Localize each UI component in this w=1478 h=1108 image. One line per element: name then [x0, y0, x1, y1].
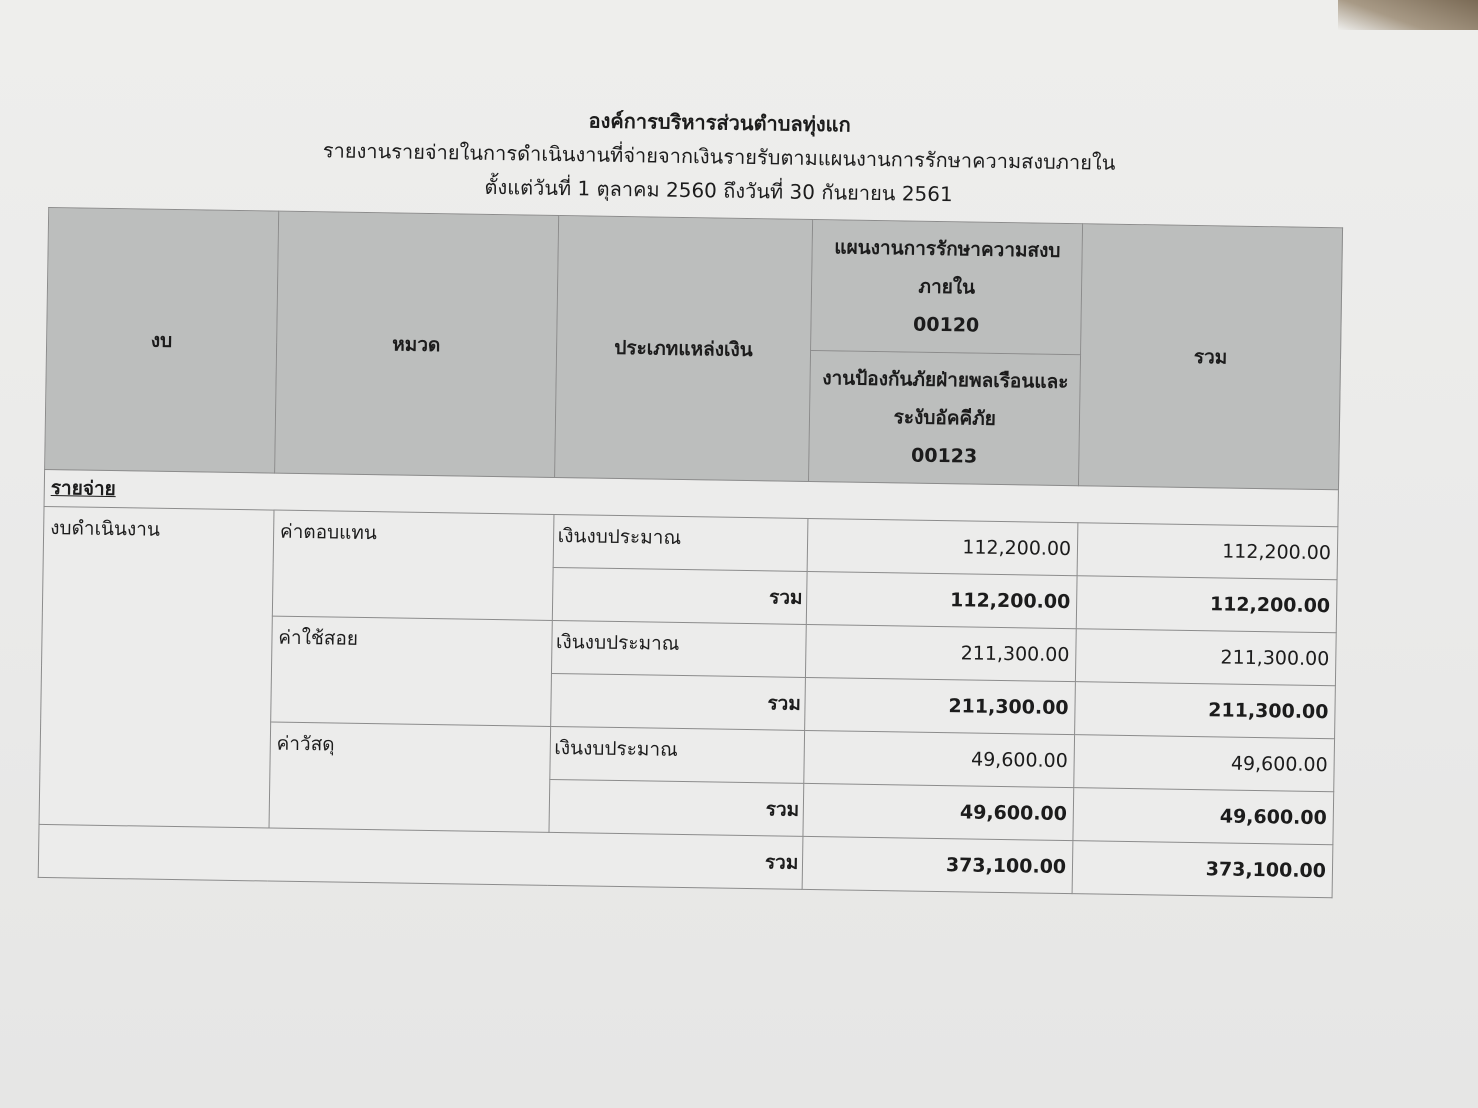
- source-cell: เงินงบประมาณ: [553, 514, 809, 571]
- value-cell: 112,200.00: [807, 518, 1078, 575]
- report-title: รายงานรายจ่ายในการดำเนินงานที่จ่ายจากเงินรายรับตามแผนงานการรักษาความสงบภายใน: [322, 138, 1116, 175]
- sum-total-cell: 211,300.00: [1075, 682, 1336, 739]
- col-category: หมวด: [274, 211, 558, 477]
- col-source: ประเภทแหล่งเงิน: [554, 215, 813, 481]
- work-code: 00123: [910, 444, 978, 468]
- col-budget: งบ: [45, 207, 279, 473]
- col-work: [809, 350, 1081, 485]
- value-cell: 211,300.00: [806, 624, 1077, 681]
- sum-label: รวม: [552, 567, 808, 624]
- total-cell: 211,300.00: [1076, 629, 1337, 686]
- sum-total-cell: 112,200.00: [1076, 576, 1337, 633]
- plan-code: 00120: [912, 313, 980, 337]
- org-name: องค์การบริหารส่วนตำบลทุ่งแก: [588, 108, 851, 137]
- sum-value-cell: 49,600.00: [803, 783, 1074, 840]
- report-period: ตั้งแต่วันที่ 1 ตุลาคม 2560 ถึงวันที่ 30 กันยายน 2561: [484, 174, 953, 207]
- background-desk: [1338, 0, 1478, 30]
- budget-name: งบดำเนินงาน: [39, 506, 274, 828]
- value-cell: 49,600.00: [804, 730, 1075, 787]
- category-cell: ค่าวัสดุ: [269, 722, 550, 832]
- sum-label: รวม: [549, 779, 805, 836]
- expense-table: [38, 207, 1343, 898]
- section-label: รายจ่าย: [44, 469, 1338, 526]
- report-document: [38, 95, 1360, 898]
- total-cell: 49,600.00: [1074, 735, 1335, 792]
- source-cell: เงินงบประมาณ: [551, 620, 807, 677]
- sum-label: รวม: [550, 673, 806, 730]
- total-cell: 112,200.00: [1077, 523, 1338, 580]
- category-cell: ค่าตอบแทน: [272, 510, 553, 620]
- grand-total-label: รวม: [38, 824, 803, 889]
- col-total: รวม: [1079, 224, 1343, 490]
- sum-value-cell: 112,200.00: [807, 571, 1078, 628]
- category-cell: ค่าใช้สอย: [270, 616, 551, 726]
- plan-name: แผนงานการรักษาความสงบภายใน: [834, 236, 1061, 299]
- report-title-block: [78, 95, 1359, 217]
- grand-total-value: 373,100.00: [802, 836, 1073, 893]
- source-cell: เงินงบประมาณ: [549, 726, 805, 783]
- col-plan: [811, 219, 1083, 354]
- sum-value-cell: 211,300.00: [805, 677, 1076, 734]
- table-header-row: [47, 207, 1343, 358]
- grand-total-total: 373,100.00: [1072, 841, 1333, 898]
- work-name: งานป้องกันภัยฝ่ายพลเรือนและระงับอัคคีภัย: [822, 367, 1069, 430]
- sum-total-cell: 49,600.00: [1073, 788, 1334, 845]
